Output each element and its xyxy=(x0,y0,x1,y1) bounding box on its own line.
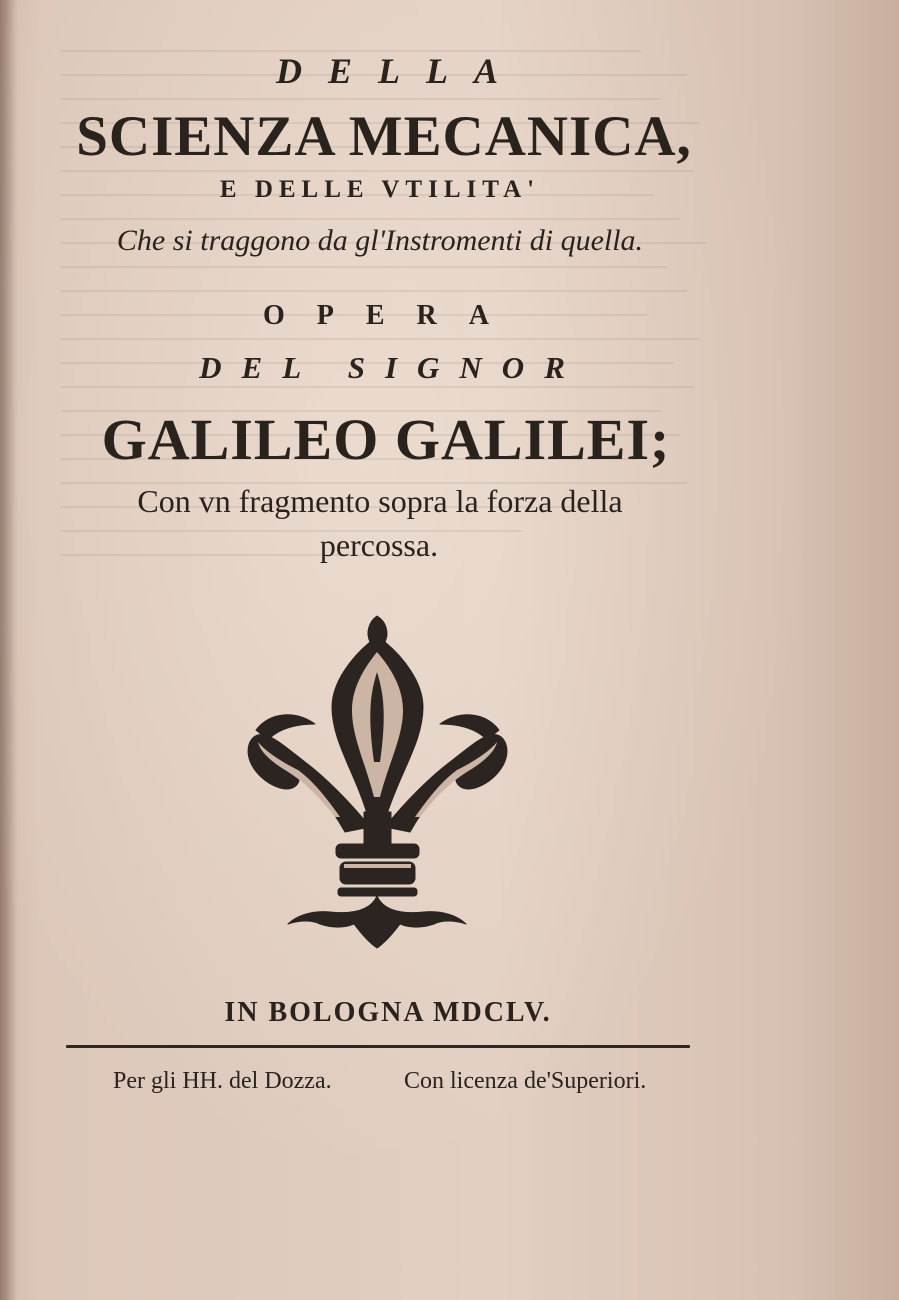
subtitle-che-si-traggono: Che si traggono da gl'Instromenti di quella. xyxy=(116,224,644,257)
subtitle-delle-utilita: E DELLE VTILITA' xyxy=(219,176,541,203)
label-opera: OPERA xyxy=(263,300,521,331)
title-della: DELLA xyxy=(275,51,524,91)
fragment-line: Con vn fragmento sopra la forza della xyxy=(137,483,623,519)
imprint-licence: Con licenza de'Superiori. xyxy=(404,1068,647,1094)
divider-rule xyxy=(66,1045,690,1048)
fleur-de-lis-icon xyxy=(240,612,515,952)
fragment-line-end: percossa. xyxy=(319,527,439,563)
author-name: GALILEO GALILEI; xyxy=(101,407,671,472)
title-scienza-mecanica: SCIENZA MECANICA, xyxy=(76,105,692,168)
imprint-printer: Per gli HH. del Dozza. xyxy=(113,1068,332,1094)
label-del-signor: DEL SIGNOR xyxy=(199,350,585,385)
imprint-place: IN BOLOGNA MDCLV. xyxy=(224,997,552,1028)
